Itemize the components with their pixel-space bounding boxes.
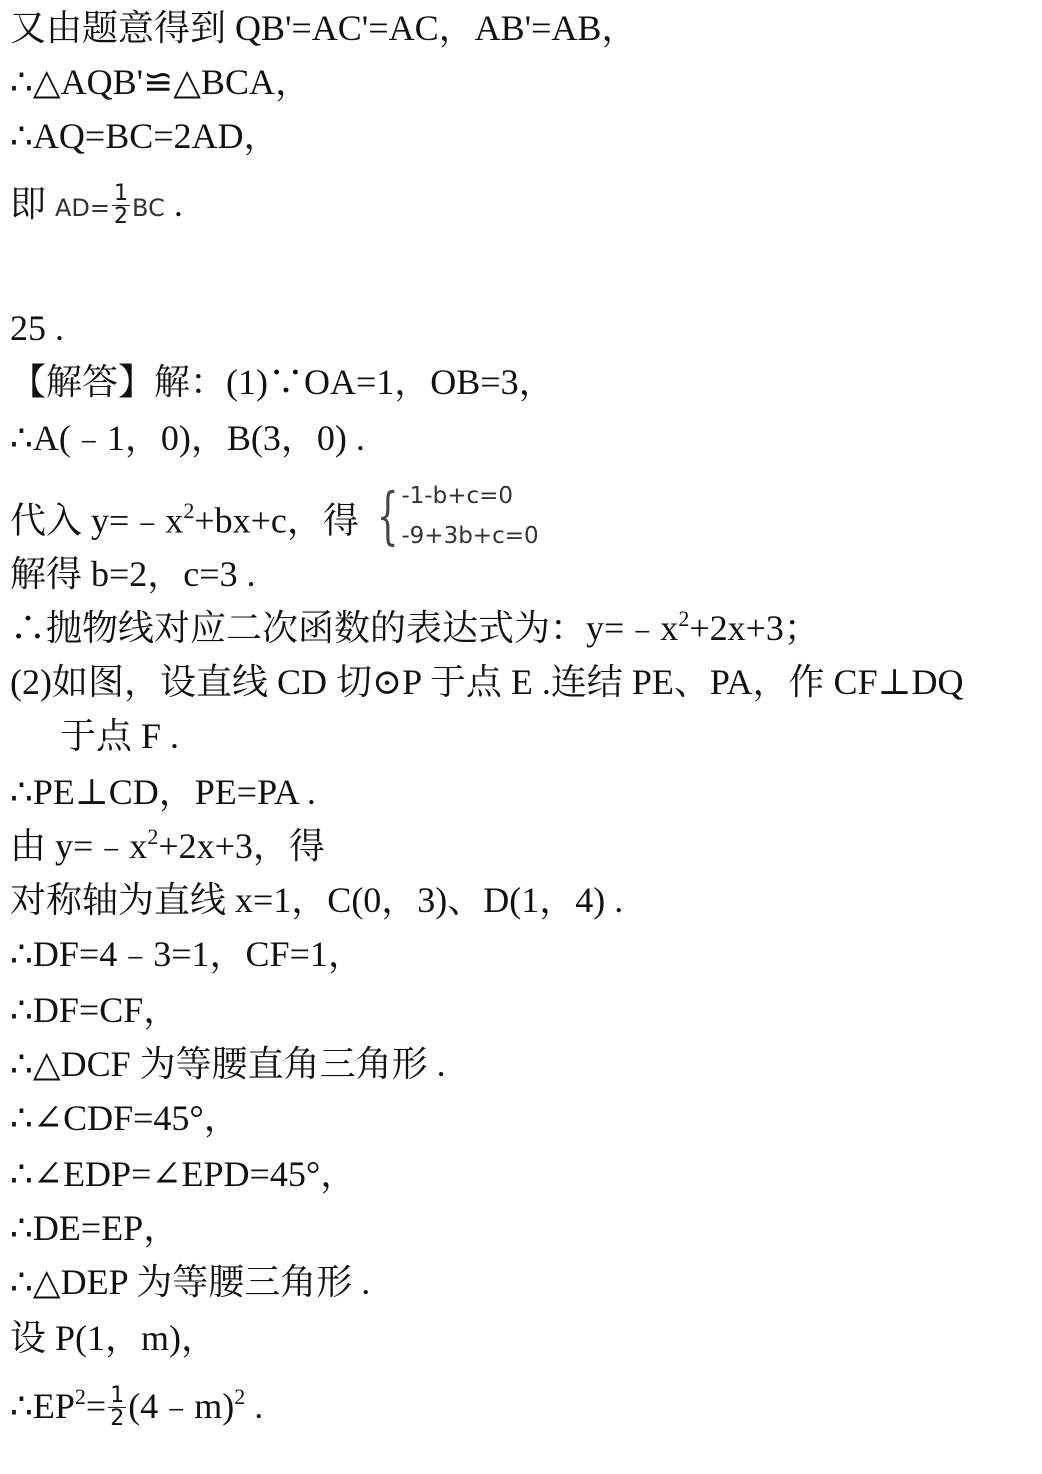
line-14-suffix: +2x+3，得	[158, 826, 325, 866]
text-line-3: ∴AQ=BC=2AD，	[10, 116, 280, 156]
line-4-prefix: 即	[10, 184, 56, 224]
text-line-14	[10, 826, 325, 870]
fraction-denominator: 2	[110, 1406, 125, 1432]
line-10-suffix: +2x+3；	[689, 608, 820, 648]
text-line-19: ∴∠CDF=45°，	[10, 1098, 240, 1138]
text-line-4	[10, 181, 183, 230]
text-line-23: 设 P(1，m)，	[10, 1318, 218, 1358]
bc-label: BC	[132, 194, 165, 222]
text-line-17: ∴DF=CF，	[10, 990, 180, 1030]
text-line-16: ∴DF=4﹣3=1，CF=1，	[10, 934, 364, 974]
line-10-prefix: ∴抛物线对应二次函数的表达式为：y=﹣x	[10, 608, 679, 648]
superscript: 2	[678, 606, 690, 631]
superscript: 2	[147, 824, 159, 849]
superscript: 2	[234, 1384, 246, 1409]
text-line-7: ∴A(﹣1，0)，B(3，0) .	[10, 418, 365, 458]
fraction-numerator: 1	[110, 1383, 125, 1409]
line-14-prefix: 由 y=﹣x	[10, 826, 148, 866]
equation-2: -9+3b+c=0	[401, 523, 539, 549]
equation-system	[368, 476, 539, 556]
equals-sign: =	[85, 1386, 107, 1426]
equation-1: -1-b+c=0	[401, 483, 514, 509]
text-line-18: ∴△DCF 为等腰直角三角形 .	[10, 1044, 446, 1084]
text-line-11: (2)如图，设直线 CD 切⊙P 于点 E .连结 PE、PA，作 CF⊥DQ	[10, 662, 964, 702]
text-line-20: ∴∠EDP=∠EPD=45°，	[10, 1154, 357, 1194]
brace-icon: {	[376, 479, 399, 552]
text-line-1: 又由题意得到 QB'=AC'=AC，AB'=AB，	[10, 8, 638, 48]
line-8-mid: +bx+c，得	[194, 500, 359, 541]
text-line-22: ∴△DEP 为等腰三角形 .	[10, 1262, 371, 1302]
line-24-mid: (4﹣m)	[128, 1386, 235, 1426]
line-8-prefix: 代入 y=﹣x	[10, 500, 184, 541]
equation-list	[401, 476, 538, 556]
superscript: 2	[74, 1384, 86, 1409]
line-24-prefix: ∴EP	[10, 1386, 75, 1426]
text-line-9: 解得 b=2，c=3 .	[10, 554, 256, 594]
text-line-8	[10, 479, 539, 552]
fraction-half	[108, 1385, 126, 1430]
text-line-15: 对称轴为直线 x=1，C(0，3)、D(1，4) .	[10, 880, 624, 920]
question-number: 25 .	[10, 308, 64, 348]
text-line-2: ∴△AQB'≌△BCA，	[10, 62, 311, 102]
text-line-6: 【解答】解：(1)∵OA=1，OB=3，	[10, 362, 555, 402]
text-line-12: 于点 F .	[60, 716, 180, 756]
text-line-13: ∴PE⊥CD，PE=PA .	[10, 772, 316, 812]
fraction-denominator: 2	[114, 204, 129, 230]
text-line-21: ∴DE=EP，	[10, 1208, 180, 1248]
line-4-suffix: .	[164, 184, 183, 224]
text-line-24	[10, 1383, 264, 1432]
ad-label: AD=	[55, 194, 111, 222]
line-24-suffix: .	[245, 1386, 264, 1426]
superscript: 2	[183, 498, 195, 524]
fraction-numerator: 1	[114, 181, 129, 207]
text-line-10	[10, 608, 820, 652]
fraction-half	[112, 183, 130, 228]
